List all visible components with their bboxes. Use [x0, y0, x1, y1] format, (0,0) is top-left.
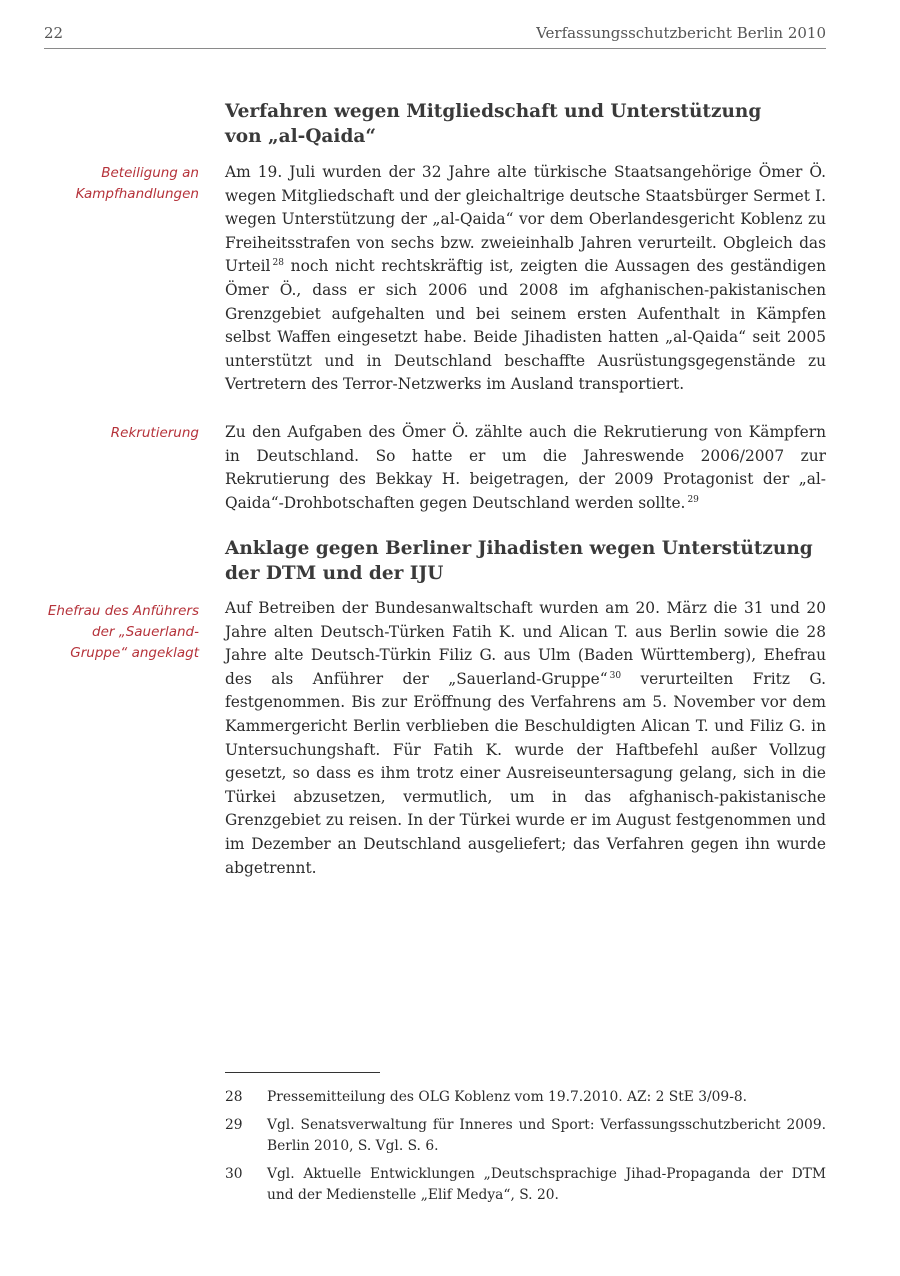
footnote-text: Vgl. Senatsverwaltung für Inneres und Sport: Verfassungsschutzbericht 2009. Berlin 2010, S. Vgl. S. 6. — [267, 1117, 826, 1154]
section-heading-1 — [225, 99, 826, 149]
footnote-text: Pressemitteilung des OLG Koblenz vom 19.7.2010. AZ: 2 StE 3/09-8. — [267, 1089, 748, 1105]
heading-2-line-2: der DTM und der IJU — [225, 563, 444, 584]
footnote-ref-28[interactable]: 28 — [272, 258, 284, 269]
paragraph-1: Am 19. Juli wurden der 32 Jahre alte türkische Staatsangehörige Ömer Ö. wegen Mitgliedschaft und der gleichaltrige deutsche Staatsbürger Sermet I. wegen Unterstützung der „al-Qaida“ vor dem Oberlandesgericht Koblenz zu Freiheitsstrafen von sechs bzw. zweieinhalb Jahren verurteilt. Obgleich das Urteil $^{28}$ noch nicht rechtskräftig ist, zeigten die Aussagen des geständigen Ömer Ö., dass er sich 2006 und 2008 im afghanischen-pakistanischen Grenzgebiet aufgehalten und bei seinem ersten Aufenthalt in Kämpfen selbst Waffen eingesetzt habe. Beide Jihadisten hatten „al-Qaida“ seit 2005 unterstützt und in Deutschland beschaffte Ausrüstungsgegenstände zu Vertretern des Terror-Netzwerks im Ausland transportiert. — [225, 163, 826, 394]
margin-note-rekrutierung: Rekrutierung — [110, 425, 199, 441]
paragraph-2: Zu den Aufgaben des Ömer Ö. zählte auch die Rekrutierung von Kämpfern in Deutschland. So hatte er um die Jahreswende 2006/2007 zur Rekrutierung des Bekkay H. beigetragen, der 2009 Protagonist der „al-Qaida“-Drohbotschaften gegen Deutschland werden sollte. $^{29}$ — [225, 423, 826, 512]
footnote-text: Vgl. Aktuelle Entwicklungen „Deutschsprachige Jihad-Propaganda der DTM und der Medienstelle „Elif Medya“, S. 20. — [267, 1166, 826, 1203]
page-number: 22 — [44, 24, 64, 42]
heading-1-line-1: Verfahren wegen Mitgliedschaft und Unterstützung — [225, 101, 762, 122]
footnote-ref-29[interactable]: 29 — [687, 494, 699, 505]
footnote-number: 29 — [225, 1117, 243, 1133]
margin-note-kampfhandlungen: Beteiligung an Kampfhandlungen — [75, 165, 199, 202]
section-heading-2 — [225, 536, 826, 586]
margin-note-ehefrau: Ehefrau des Anführers der „Sauerland- Gruppe“ angeklagt — [47, 603, 199, 661]
footnote-divider — [225, 1072, 380, 1073]
heading-1-line-2: von „al-Qaida“ — [225, 126, 377, 147]
footnote-ref-30[interactable]: 30 — [609, 670, 622, 681]
footnote-number: 30 — [225, 1166, 243, 1182]
footnote-number: 28 — [225, 1089, 243, 1105]
running-title: Verfassungsschutzbericht Berlin 2010 — [536, 24, 826, 42]
footnote-30 — [225, 1164, 826, 1206]
heading-2-line-1: Anklage gegen Berliner Jihadisten wegen Unterstützung — [225, 538, 813, 559]
footnote-28 — [225, 1087, 826, 1108]
page-header — [44, 24, 826, 49]
footnote-29 — [225, 1115, 826, 1157]
paragraph-3: Auf Betreiben der Bundesanwaltschaft wurden am 20. März die 31 und 20 Jahre alten Deutsch-Türken Fatih K. und Alican T. aus Berlin sowie die 28 Jahre alte Deutsch-Türkin Filiz G. aus Ulm (Baden Württemberg), Ehefrau des als Anführer der „Sauerland-Gruppe“ $^{30}$ verurteilten Fritz G. festgenommen. Bis zur Eröffnung des Verfahrens am 5. November vor dem Kammergericht Berlin verblieben die Beschuldigten Alican T. und Filiz G. in Untersuchungshaft. Für Fatih K. wurde der Haftbefehl außer Vollzug gesetzt, so dass es ihm trotz einer Ausreiseuntersagung gelang, sich in die Türkei abzusetzen, vermutlich, um in das afghanisch-pakistanische Grenzgebiet zu reisen. In der Türkei wurde er im August festgenommen und im Dezember an Deutschland ausgeliefert; das Verfahren gegen ihn wurde abgetrennt. — [225, 599, 826, 877]
